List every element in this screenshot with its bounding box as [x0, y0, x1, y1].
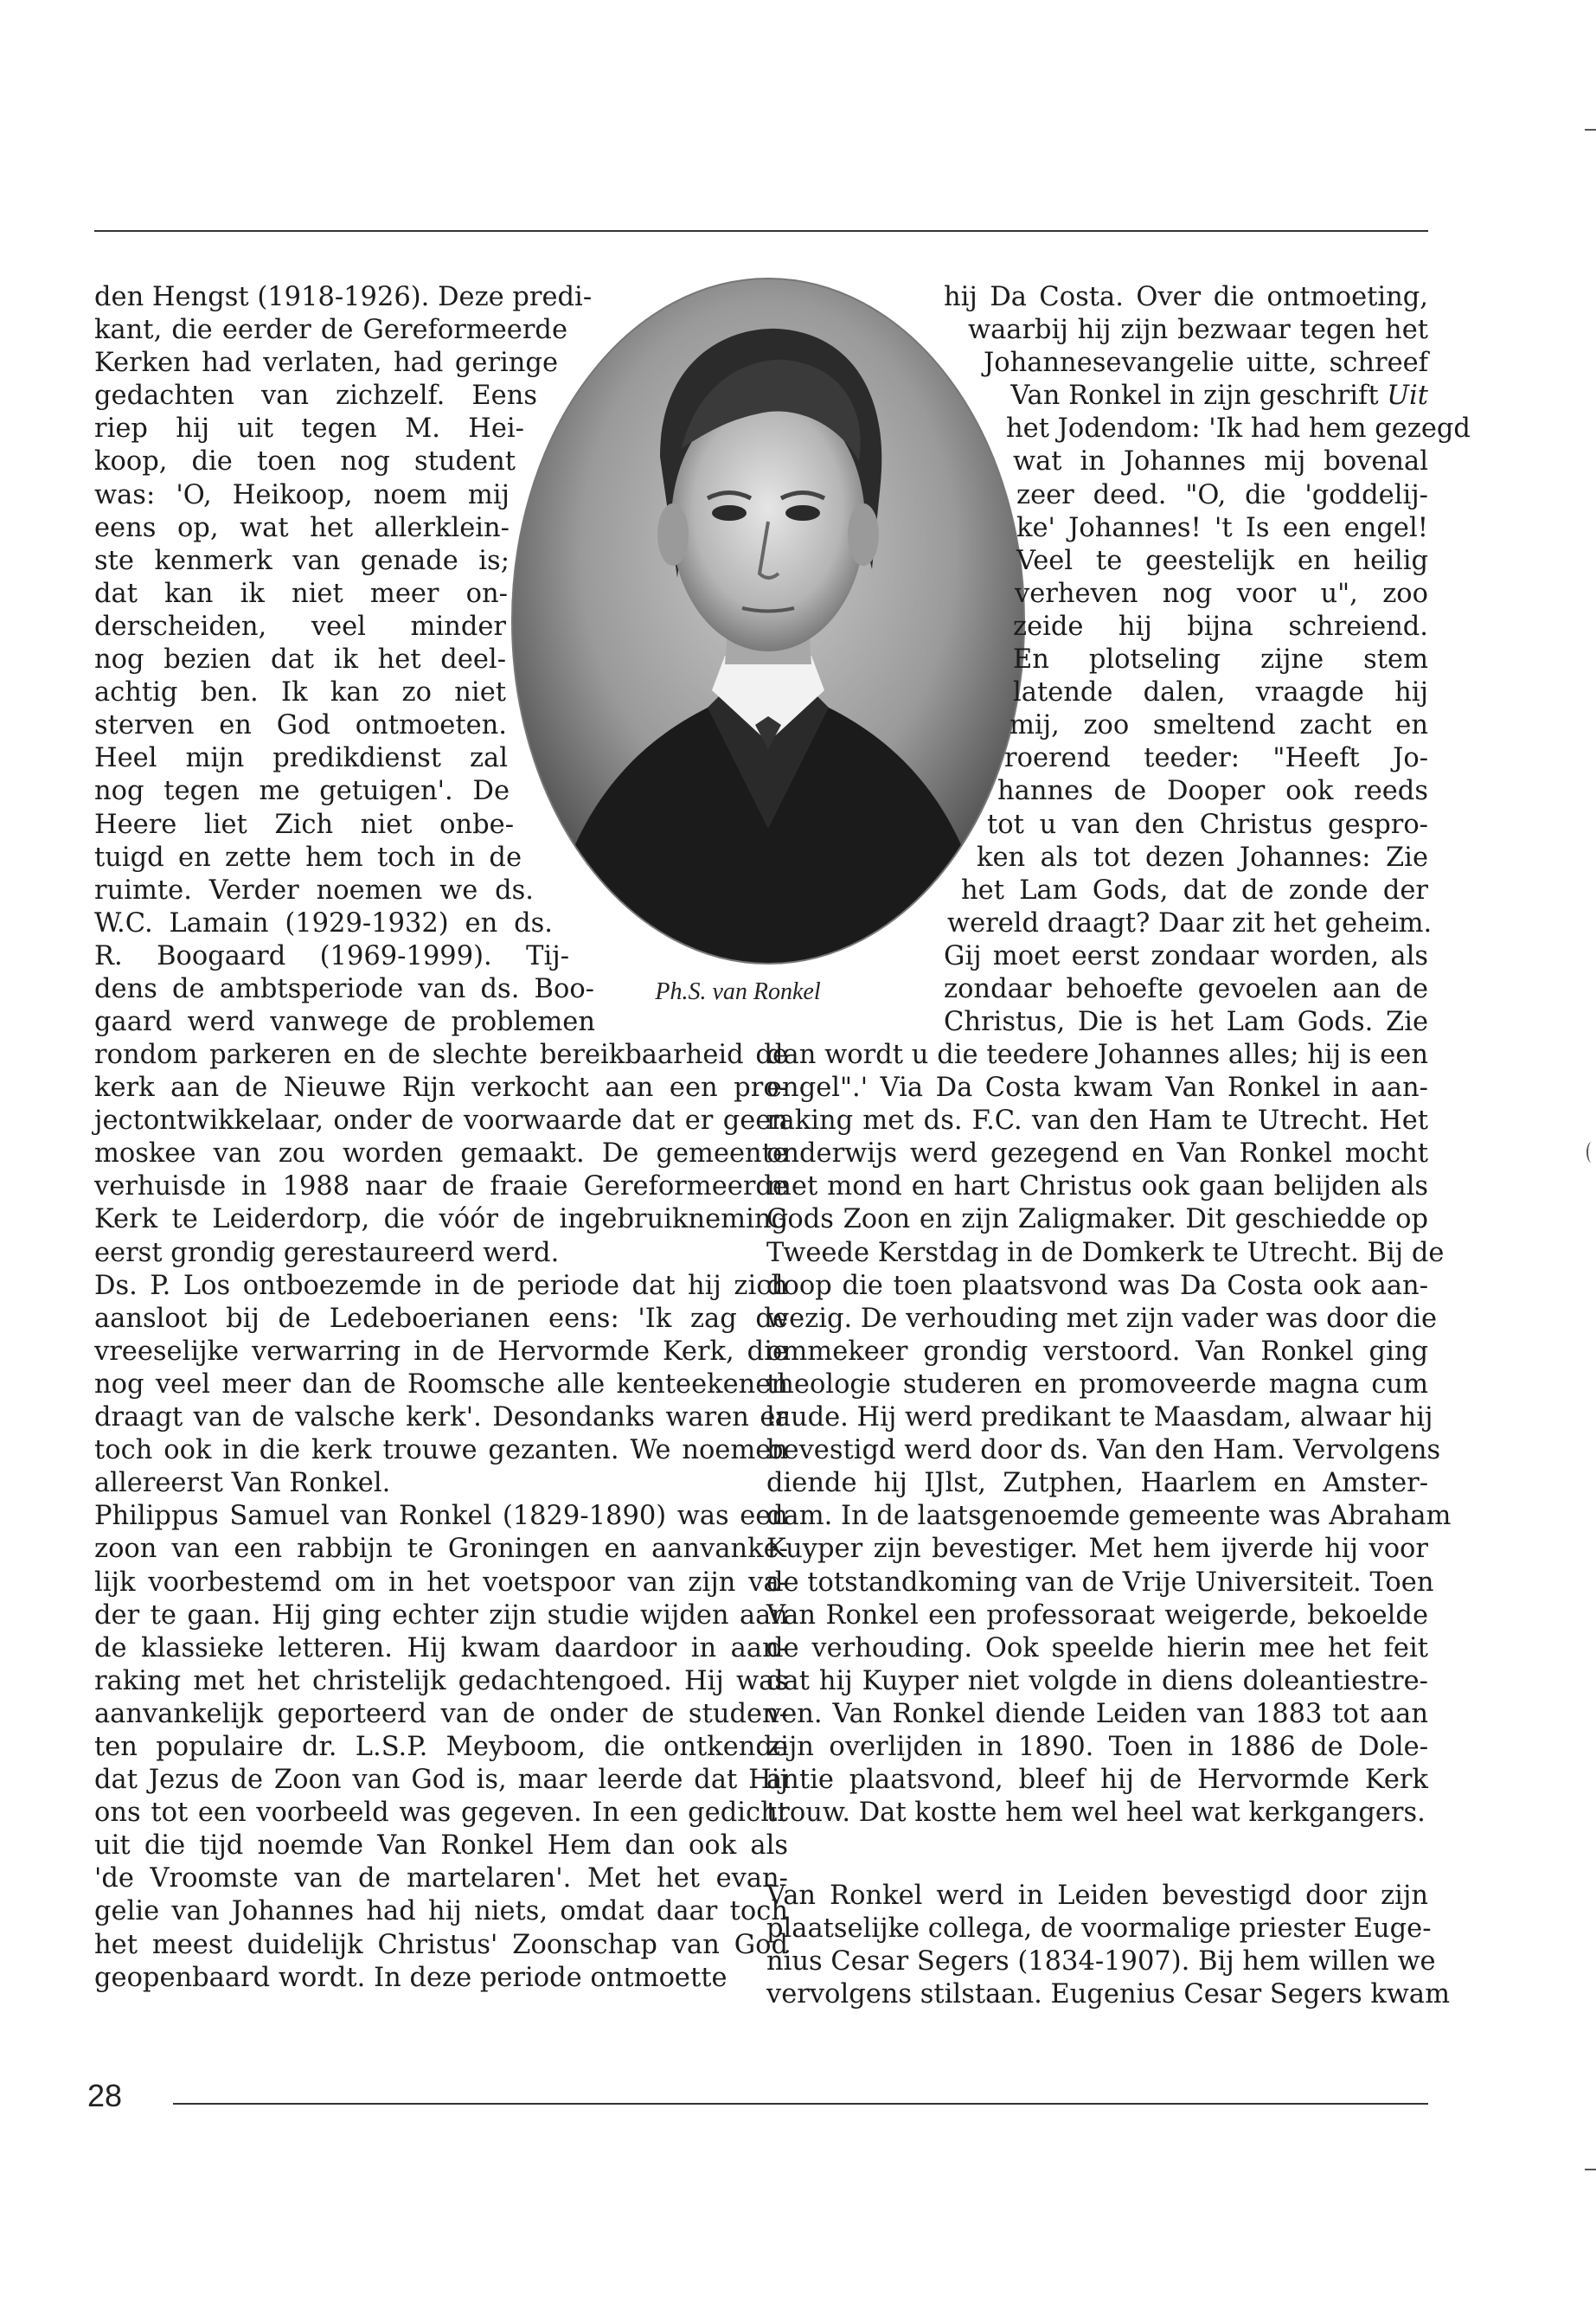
text-line: latende dalen, vraagde hij [1013, 677, 1428, 708]
text-line: zijn overlijden in 1890. Toen in 1886 de Dole- [766, 1731, 1428, 1762]
text-line: dat hij Kuyper niet volgde in diens doleantiestre- [766, 1665, 1428, 1696]
text-line: tuigd en zette hem toch in de [94, 842, 522, 873]
text-line: Van Ronkel een professoraat weigerde, bekoelde [766, 1599, 1428, 1631]
text-line: dat Jezus de Zoon van God is, maar leerde dat Hij [94, 1765, 788, 1796]
text-line: eerst grondig gerestaureerd werd. [94, 1237, 560, 1268]
registration-mark [1586, 1142, 1596, 1163]
text-line: kerk aan de Nieuwe Rijn verkocht aan een pro- [94, 1073, 788, 1104]
text-line: ven. Van Ronkel diende Leiden van 1883 tot aan [766, 1698, 1428, 1729]
text-line: R. Boogaard (1969-1999). Tij- [94, 940, 569, 971]
left-column-text [94, 1039, 788, 1995]
text-line: dan wordt u die teedere Johannes alles; hij is een [766, 1040, 1428, 1070]
text-line: uit die tijd noemde Van Ronkel Hem dan ook als [94, 1830, 788, 1862]
text-line: roerend teeder: "Heeft Jo- [1004, 743, 1428, 774]
text-line: diende hij IJlst, Zutphen, Haarlem en Amster- [766, 1468, 1428, 1499]
right-column-wrap-text [944, 281, 1471, 1039]
text-line: dens de ambtsperiode van ds. Boo- [94, 973, 594, 1004]
text-line: theologie studeren en promoveerde magna cum [766, 1368, 1428, 1400]
text-line: kant, die eerder de Gereformeerde [94, 315, 567, 346]
text-line: zondaar behoefte gevoelen aan de [944, 973, 1428, 1004]
text-line: waarbij hij zijn bezwaar tegen het [968, 315, 1428, 346]
text-line: ste kenmerk van genade is; [94, 545, 510, 576]
crop-mark-top [1585, 129, 1596, 131]
text-line: dat kan ik niet meer on- [94, 578, 508, 609]
text-line: dam. In de laatsgenoemde gemeente was Abraham [766, 1501, 1452, 1532]
text-line: vreeselijke verwarring in de Hervormde Kerk, die [94, 1336, 788, 1367]
text-line: draagt van de valsche kerk'. Desondanks waren er [94, 1402, 788, 1433]
text-line: Gods Zoon en zijn Zaligmaker. Dit geschiedde op [766, 1204, 1428, 1235]
text-line: aansloot bij de Ledeboerianen eens: 'Ik zag de [94, 1303, 788, 1334]
text-line: gelie van Johannes had hij niets, omdat daar toch [94, 1896, 788, 1927]
text-line: nog bezien dat ik het deel- [94, 644, 506, 676]
left-column-wrap-text [94, 281, 595, 1039]
text-line: Kerk te Leiderdorp, die vóór de ingebruikneming [94, 1204, 788, 1235]
text-line: ommekeer grondig verstoord. Van Ronkel ging [766, 1336, 1428, 1367]
text-line: was: 'O, Heikoop, noem mij [94, 479, 510, 510]
text-line: achtig ben. Ik kan zo niet [94, 677, 506, 708]
text-line: tot u van den Christus gespro- [987, 809, 1428, 840]
text-line: Heere liet Zich niet onbe- [94, 809, 514, 840]
text-line: toch ook in die kerk trouwe gezanten. We noemen [94, 1435, 788, 1466]
text-line: onderwijs werd gezegend en Van Ronkel mocht [766, 1138, 1428, 1170]
text-line: Christus, Die is het Lam Gods. Zie [944, 1007, 1428, 1038]
text-fragment: Van Ronkel in zijn geschrift [1010, 381, 1388, 412]
text-line: ken als tot dezen Johannes: Zie [977, 842, 1428, 873]
right-column-text [766, 1039, 1452, 1830]
text-line: doop die toen plaatsvond was Da Costa ook aan- [766, 1270, 1428, 1301]
text-line: Tweede Kerstdag in de Domkerk te Utrecht. Bij de [766, 1237, 1445, 1268]
text-line: nog veel meer dan de Roomsche alle kenteekenen [94, 1368, 788, 1400]
text-line: En plotseling zijne stem [1013, 644, 1428, 676]
text-line: jectontwikkelaar, onder de voorwaarde dat er geen [94, 1106, 788, 1137]
text-line: hannes de Dooper ook reeds [997, 776, 1428, 807]
text-line: ruimte. Verder noemen we ds. [94, 875, 534, 906]
text-line: verhuisde in 1988 naar de fraaie Gereformeerde [94, 1171, 788, 1202]
text-line: moskee van zou worden gemaakt. De gemeente [94, 1138, 788, 1170]
text-line: het meest duidelijk Christus' Zoonschap van God [94, 1929, 788, 1960]
text-line: ons tot een voorbeeld was gegeven. In een gedicht [94, 1798, 788, 1829]
text-line: wezig. De verhouding met zijn vader was door die [766, 1303, 1438, 1334]
text-line: Gij moet eerst zondaar worden, als [944, 940, 1428, 971]
text-line: den Hengst (1918-1926). Deze predi- [94, 282, 593, 312]
book-title-italic: Uit [1387, 381, 1428, 412]
text-line: Veel te geestelijk en heilig [1016, 545, 1428, 576]
text-line: Kerken had verlaten, had geringe [94, 348, 558, 379]
footer-rule [173, 2103, 1428, 2105]
text-line: bevestigd werd door ds. Van den Ham. Vervolgens [766, 1435, 1441, 1466]
text-line: Johannesevangelie uitte, schreef [984, 348, 1428, 379]
text-line: Philippus Samuel van Ronkel (1829-1890) was een [94, 1501, 788, 1532]
text-line: Ds. P. Los ontboezemde in de periode dat hij zich [94, 1270, 788, 1301]
text-line: lijk voorbestemd om in het voetspoor van zijn va- [94, 1567, 788, 1598]
text-line: plaatselijke collega, de voormalige priester Euge- [766, 1913, 1432, 1945]
text-line: gedachten van zichzelf. Eens [94, 381, 537, 412]
text-line: riep hij uit tegen M. Hei- [94, 413, 524, 445]
text-line: de totstandkoming van de Vrije Universiteit. Toen [766, 1567, 1434, 1598]
text-line: gaard werd vanwege de problemen [94, 1007, 595, 1038]
text-line: mij, zoo smeltend zacht en [1010, 710, 1428, 741]
page-number: 28 [87, 2078, 123, 2113]
text-line: het Lam Gods, dat de zonde der [961, 875, 1428, 906]
text-line: Van Ronkel werd in Leiden bevestigd door zijn [766, 1881, 1428, 1911]
text-line: Kuyper zijn bevestiger. Met hem ijverde hij voor [766, 1534, 1428, 1565]
text-line: engel".' Via Da Costa kwam Van Ronkel in aan- [766, 1073, 1428, 1104]
text-line: hij Da Costa. Over die ontmoeting, [944, 282, 1428, 312]
text-line: zeide hij bijna schreiend. [1013, 611, 1428, 642]
text-line: aanvankelijk geporteerd van de onder de studen- [94, 1698, 788, 1729]
text-line: laude. Hij werd predikant te Maasdam, alwaar hij [766, 1402, 1433, 1433]
text-line: 'de Vroomste van de martelaren'. Met het evan- [94, 1863, 788, 1894]
text-line: verheven nog voor u", zoo [1015, 578, 1428, 609]
header-rule [94, 230, 1428, 232]
text-line: de klassieke letteren. Hij kwam daardoor in aan- [94, 1632, 788, 1663]
text-line: raking met het christelijk gedachtengoed. Hij was [94, 1665, 788, 1696]
text-line: ke' Johannes! 't Is een engel! [1016, 512, 1428, 543]
text-line [996, 380, 1428, 413]
text-line: vervolgens stilstaan. Eugenius Cesar Segers kwam [766, 1979, 1451, 2010]
text-line: met mond en hart Christus ook gaan belijden als [766, 1171, 1428, 1202]
text-line: sterven en God ontmoeten. [94, 710, 507, 741]
right-column-final-paragraph [766, 1880, 1451, 2011]
text-line: antie plaatsvond, bleef hij de Hervormde Kerk [766, 1765, 1428, 1796]
text-line: geopenbaard wordt. In deze periode ontmoette [94, 1962, 727, 1993]
text-line: nog tegen me getuigen'. De [94, 776, 510, 807]
text-line: de verhouding. Ook speelde hierin mee het feit [766, 1632, 1428, 1663]
text-line: koop, die toen nog student [94, 446, 516, 478]
text-line: nius Cesar Segers (1834-1907). Bij hem willen we [766, 1946, 1436, 1977]
text-line: eens op, wat het allerklein- [94, 512, 510, 543]
text-line: trouw. Dat kostte hem wel heel wat kerkgangers. [766, 1798, 1426, 1829]
text-line: het Jodendom: 'Ik had hem gezegd [1006, 413, 1471, 445]
photo-caption: Ph.S. van Ronkel [655, 978, 821, 1005]
text-line: der te gaan. Hij ging echter zijn studie wijden aan [94, 1599, 788, 1631]
text-line: W.C. Lamain (1929-1932) en ds. [94, 907, 553, 939]
text-line: raking met ds. F.C. van den Ham te Utrecht. Het [766, 1106, 1428, 1137]
text-line: wat in Johannes mij bovenal [1013, 446, 1428, 478]
text-line: wereld draagt? Daar zit het geheim. [947, 907, 1433, 939]
text-line: derscheiden, veel minder [94, 611, 506, 642]
crop-mark-bottom [1585, 2169, 1596, 2170]
text-line: zeer deed. "O, die 'goddelij- [1016, 479, 1428, 510]
text-line: zoon van een rabbijn te Groningen en aanvanke- [94, 1534, 788, 1565]
text-line: allereerst Van Ronkel. [94, 1468, 391, 1499]
text-line: rondom parkeren en de slechte bereikbaarheid de [94, 1040, 788, 1070]
text-line: ten populaire dr. L.S.P. Meyboom, die ontkende [94, 1731, 788, 1762]
text-line: Heel mijn predikdienst zal [94, 743, 508, 774]
